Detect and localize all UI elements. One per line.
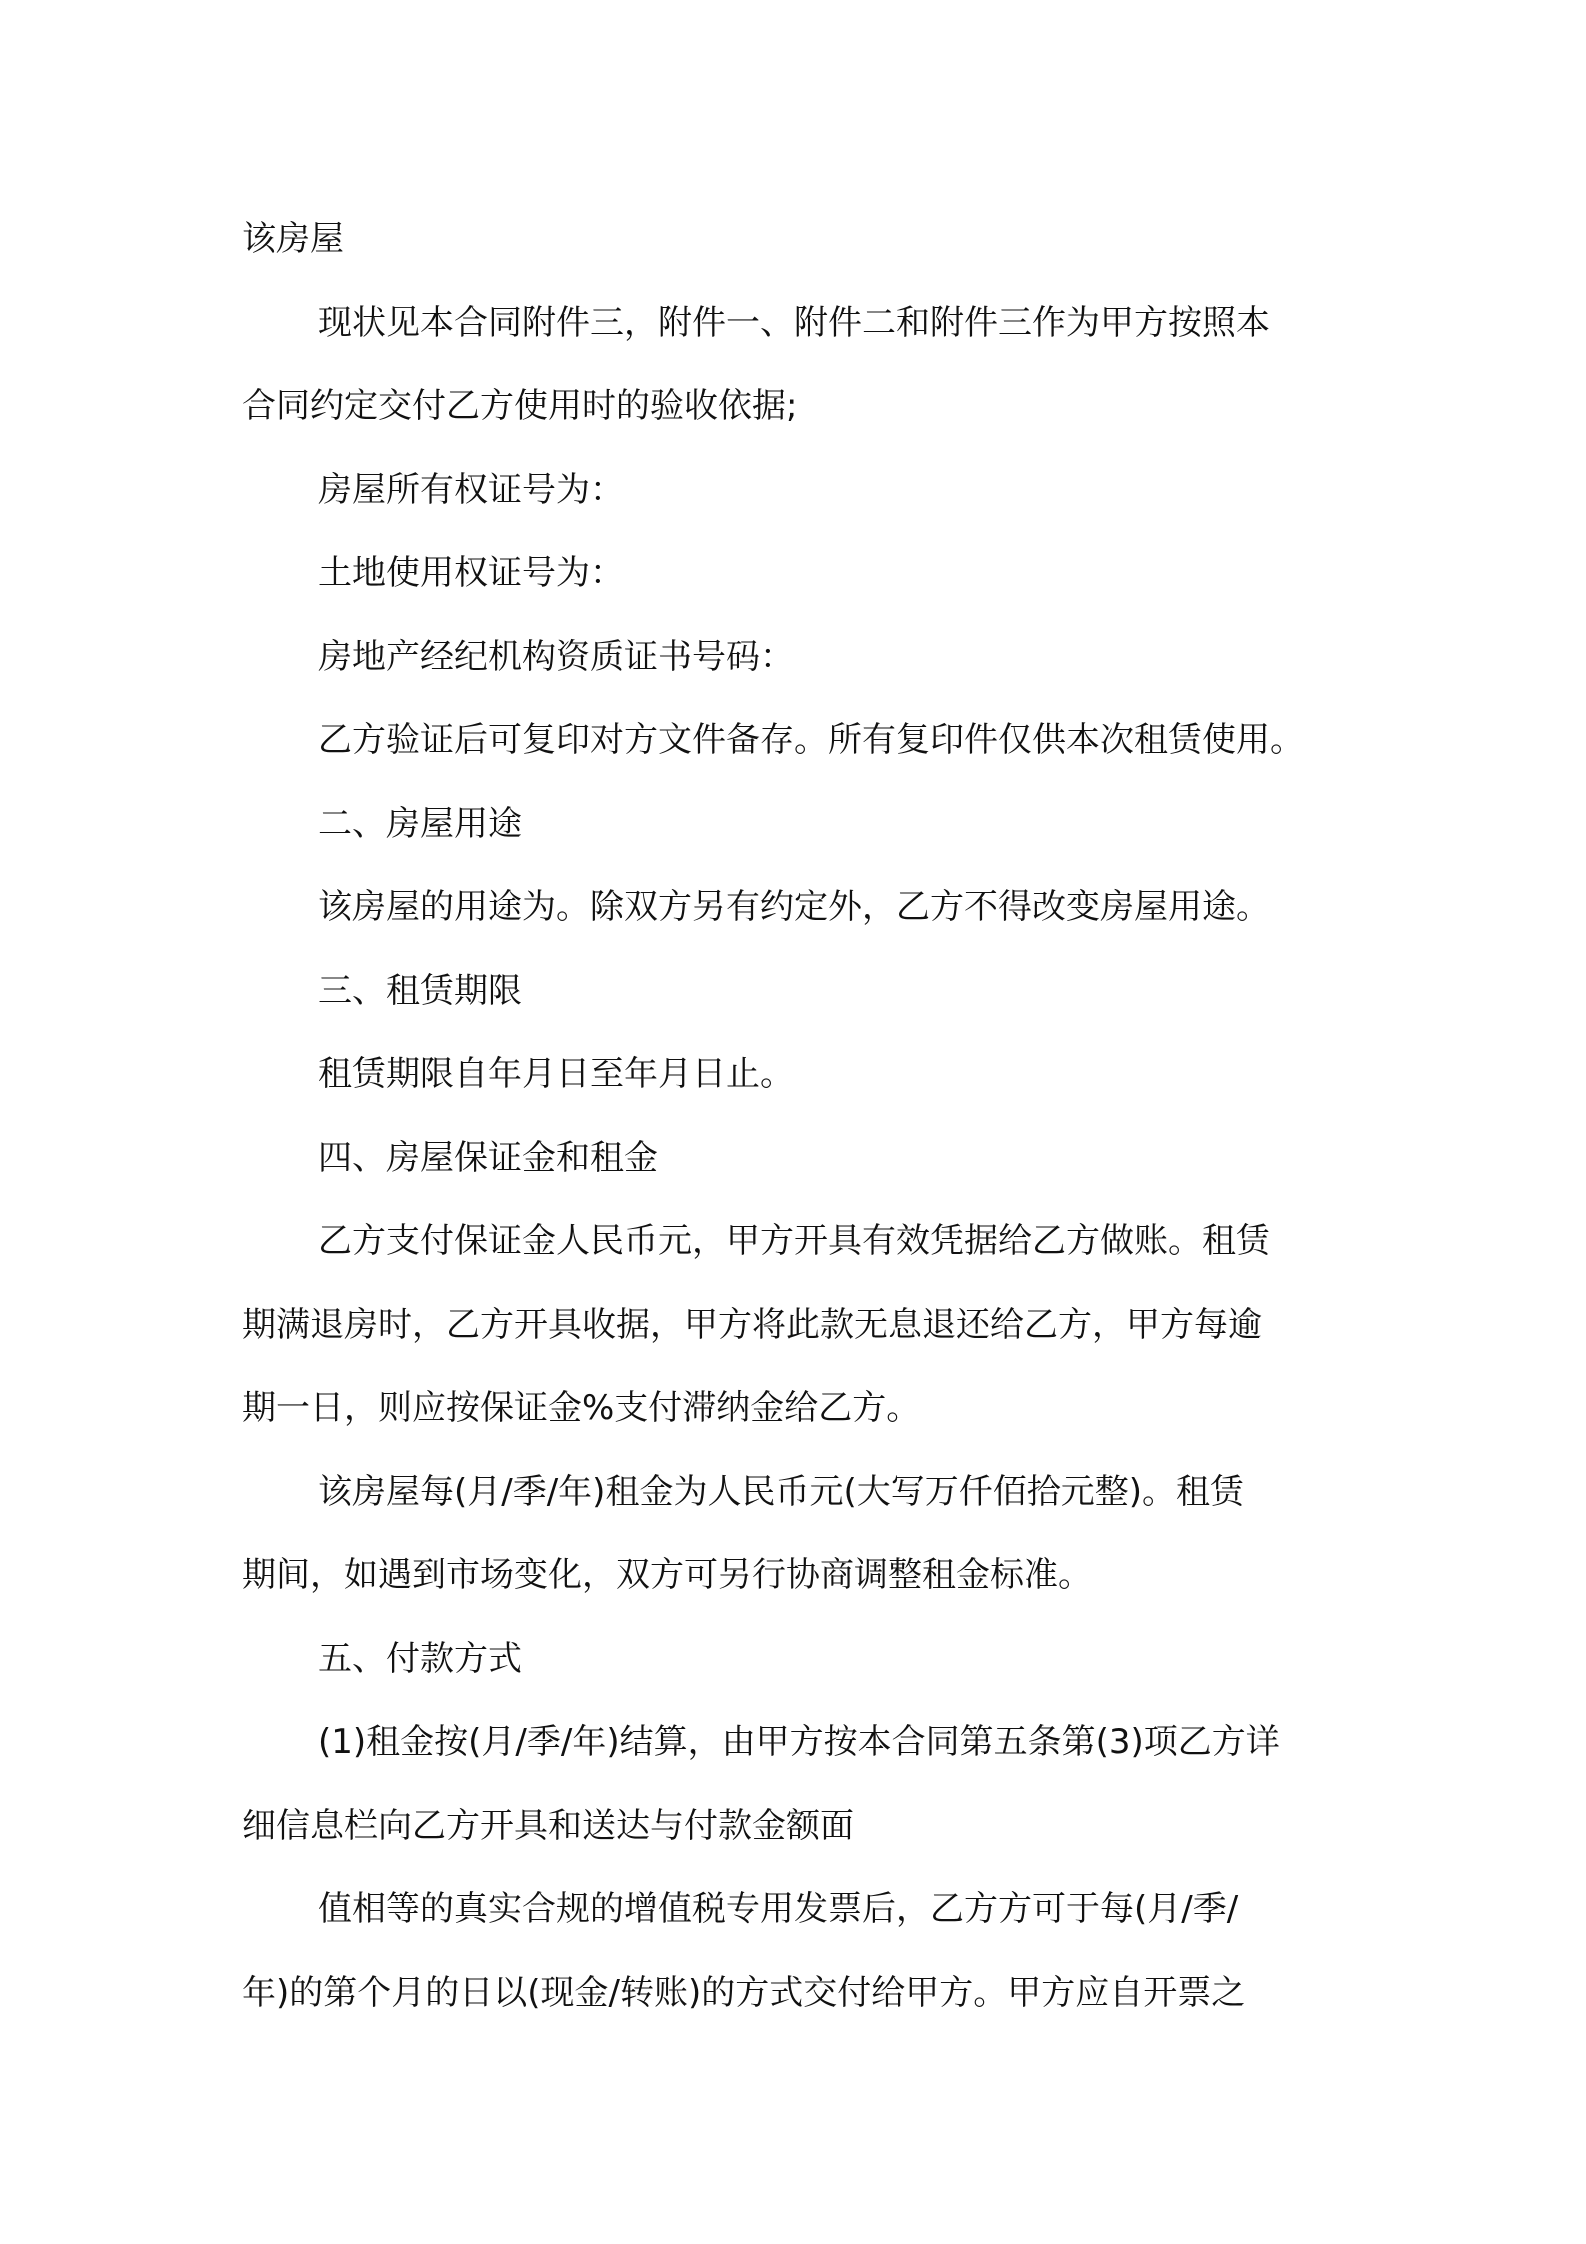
contract-text-body [242,198,1372,2035]
text-line: 合同约定交付乙方使用时的验收依据; [242,386,798,426]
text-line: 二、房屋用途 [318,803,522,844]
text-line: 四、房屋保证金和租金 [318,1137,658,1178]
text-line: 年)的第个月的日以(现金/转账)的方式交付给甲方。甲方应自开票之 [242,1972,1246,2013]
text-line: 该房屋每(月/季/年)租金为人民币元(大写万仟佰拾元整)。租赁 [318,1471,1244,1512]
text-line: 土地使用权证号为： [318,553,624,593]
text-line: 乙方支付保证金人民币元，甲方开具有效凭据给乙方做账。租赁 [318,1221,1270,1261]
text-line: 期间，如遇到市场变化，双方可另行协商调整租金标准。 [242,1555,1092,1595]
text-line: 房屋所有权证号为： [318,469,624,510]
text-line: 租赁期限自年月日至年月日止。 [318,1054,794,1094]
text-line: 五、付款方式 [318,1638,522,1679]
text-line: 该房屋的用途为。除双方另有约定外，乙方不得改变房屋用途。 [318,887,1270,927]
text-line: 该房屋 [242,219,344,259]
text-line: 乙方验证后可复印对方文件备存。所有复印件仅供本次租赁使用。 [318,720,1304,760]
text-line: 值相等的真实合规的增值税专用发票后，乙方方可于每(月/季/ [318,1889,1239,1929]
text-line: 期一日，则应按保证金%支付滞纳金给乙方。 [242,1388,921,1428]
text-line: 三、租赁期限 [318,970,522,1011]
text-line: 期满退房时，乙方开具收据，甲方将此款无息退还给乙方，甲方每逾 [242,1304,1262,1345]
text-line: 房地产经纪机构资质证书号码： [318,636,794,677]
text-line: 现状见本合同附件三，附件一、附件二和附件三作为甲方按照本 [318,302,1270,343]
text-line: (1)租金按(月/季/年)结算，由甲方按本合同第五条第(3)项乙方详 [318,1722,1280,1762]
text-line: 细信息栏向乙方开具和送达与付款金额面 [242,1805,854,1846]
